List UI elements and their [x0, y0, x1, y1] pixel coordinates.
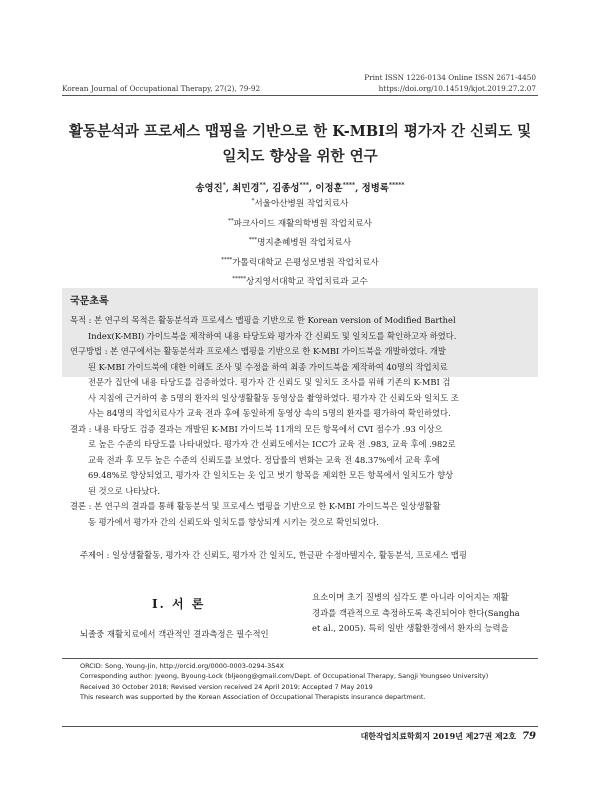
section-heading-introduction: Ⅰ. 서 론 [152, 597, 206, 611]
journal-citation: Korean Journal of Occupational Therapy, 27(2), 79-92 [62, 84, 261, 93]
abstract [70, 292, 532, 530]
footer-journal: 대한작업치료학회지 2019년 제27권 제2호 [360, 731, 517, 741]
author: 송영진*, [195, 181, 233, 194]
header-rule [62, 95, 538, 96]
page-footer [361, 731, 536, 742]
author: 이정훈****, [315, 181, 362, 194]
abstract-section-purpose: 목적 : 본 연구의 목적은 활동분석과 프로세스 맵핑을 기반으로 한 Korean version of Modified Barthel Index(K-MBI) 가이드북을 제작하여 내용 타당도와 평가자 간 신뢰도 및 일치도를 확인하고자 하였다. [70, 315, 457, 341]
affiliation: ***명지춘혜병원 작업치료사 [248, 237, 352, 248]
paper-title-line-1: 활동분석과 프로세스 맵핑을 기반으로 한 K-MBI의 평가자 간 신뢰도 및 [68, 123, 532, 140]
affiliation: *서울아산병원 작업치료사 [251, 198, 349, 209]
funding-note: This research was supported by the Korean Association of Occupational Therapists insurance department. [80, 693, 426, 702]
author: 최민경**, [232, 181, 273, 194]
abstract-section-results: 결과 : 내용 타당도 검증 결과는 개발된 K-MBI 가이드북 11개의 모든 항목에서 CVI 점수가 .93 이상으 로 높은 수준의 타당도를 나타내었다. 평가자 간 신뢰도에서는 ICC가 교육 전 .983, 교육 후에 .982로 교육 전과 후 모두 높은 수준의 신뢰도를 보였다. 정답률의 변화는 교육 전 48.37%에서 교육 후에 69.48%로 향상되었고, 평가자 간 일치도는 옷 입고 벗기 항목을 제외한 모든 항목에서 일치도가 향상 된 것으로 나타났다. [70, 423, 456, 496]
paper-title-line-2: 일치도 향상을 위한 연구 [222, 148, 378, 165]
author-list [0, 180, 600, 194]
issn-line: Print ISSN 1226-0134 Online ISSN 2671-4450 [364, 73, 536, 82]
body-text-left: 뇌졸중 재활치료에서 객관적인 결과측정은 필수적인 [80, 629, 269, 639]
abstract-heading: 국문초록 [70, 296, 109, 307]
received-note: Received 30 October 2018; Revised version received 24 April 2019; Accepted 7 May 2019 [80, 682, 373, 691]
affiliation: **파크사이드 재활의학병원 작업치료사 [228, 217, 372, 229]
footer-rule [62, 726, 538, 727]
affiliation-list [0, 193, 600, 291]
corresponding-author-note: Corresponding author: Jyeong, Byoung-Lock (bljeong@gmail.com/Dept. of Occupational Therapy, Sangji Youngseo University) [80, 672, 489, 681]
affiliation: *****상지영서대학교 작업치료과 교수 [232, 276, 368, 288]
author: 김종성***, [272, 181, 316, 194]
affiliation: ****가톨릭대학교 은평성모병원 작업치료사 [221, 256, 379, 268]
footnote-rule [62, 658, 538, 659]
body-text-right: 요소이며 초기 질병의 심각도 뿐 아니라 이어지는 재활 경과를 객관적으로 측정하도록 촉진되어야 한다(Sangha et al., 2005). 특히 일반 생활환경에서 환자의 능력을 [312, 592, 520, 633]
author: 정병록***** [361, 181, 405, 194]
doi-link[interactable]: https://doi.org/10.14519/kjot.2019.27.2.07 [378, 84, 536, 93]
abstract-section-methods: 연구방법 : 본 연구에서는 활동분석과 프로세스 맵핑을 기반으로 한 K-MBI 가이드북을 개발하였다. 개발 된 K-MBI 가이드북에 대한 이해도 조사 및 수정을 하여 최종 가이드북을 제작하여 40명의 작업치료 전문가 집단에 내용 타당도를 검증하였다. 평가자 간 신뢰도 및 일치도 조사를 위해 기존의 K-MBI 검 사 지침에 근거하여 총 5명의 환자의 일상생활활동 동영상을 촬영하였다. 평가자 간 신뢰도와 일치도 조 사는 84명의 작업치료사가 교육 전과 후에 동일하게 동영상 속의 5명의 환자를 평가하여 확인하였다. [70, 346, 459, 418]
abstract-section-conclusion: 결론 : 본 연구의 결과를 통해 활동분석 및 프로세스 맵핑을 기반으로 한 K-MBI 가이드북은 일상생활활 동 평가에서 평가자 간의 신뢰도와 일치도를 향상되게 시키는 것으로 확인되었다. [70, 501, 441, 527]
page-number: 79 [522, 731, 536, 742]
footnotes [80, 661, 488, 703]
keywords: 주제어 : 일상생활활동, 평가자 간 신뢰도, 평가자 간 일치도, 한글판 수정바텔지수, 활동분석, 프로세스 맵핑 [80, 550, 467, 560]
orcid-note: ORCID: Song, Young-Jin, http://orcid.org/0000-0003-0294-354X [80, 662, 285, 670]
